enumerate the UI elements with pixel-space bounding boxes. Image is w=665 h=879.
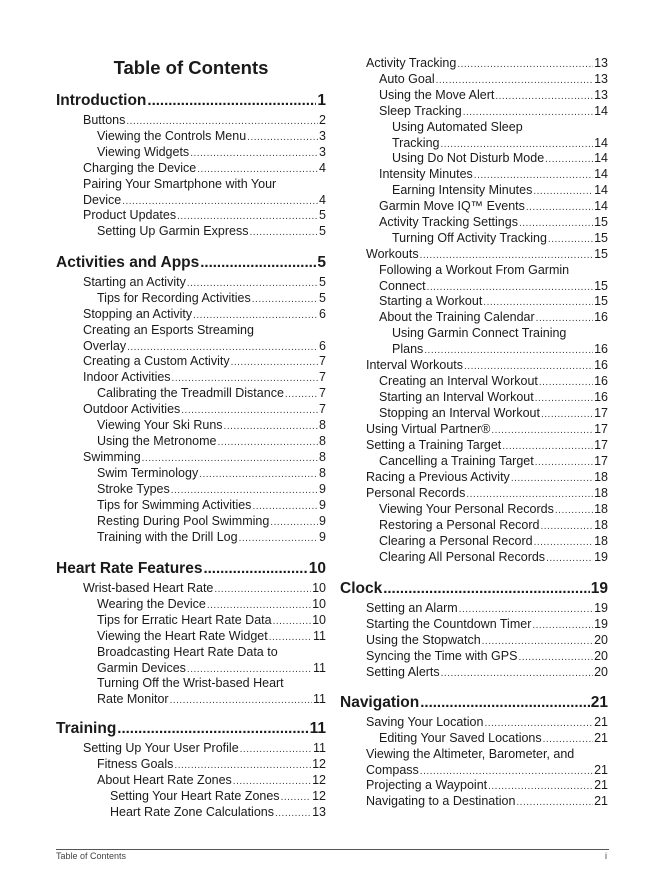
- toc-entry-title: Setting Up Garmin Express: [97, 224, 249, 238]
- toc-dot-leader: [170, 693, 312, 709]
- toc-entry-title: Interval Workouts: [366, 358, 464, 372]
- toc-page-number: 14: [594, 199, 608, 213]
- toc-page-number: 21: [590, 694, 608, 711]
- toc-page-number: 14: [594, 151, 608, 165]
- toc-entry-title: Navigating to a Destination: [366, 794, 516, 808]
- toc-page-number: 13: [312, 805, 326, 819]
- toc-page-number: 9: [319, 530, 326, 544]
- toc-entry-title: Workouts: [366, 247, 419, 261]
- toc-page-number: 5: [319, 208, 326, 222]
- toc-page-number: 20: [594, 649, 608, 663]
- toc-entry-title: Viewing the Controls Menu: [97, 129, 247, 143]
- toc-entry-title: Clock: [340, 580, 383, 597]
- footer-section-label: Table of Contents: [56, 851, 127, 861]
- toc-page-number: 13: [594, 56, 608, 70]
- toc-dot-leader: [203, 559, 307, 579]
- toc-entry-title: Product Updates: [83, 208, 177, 222]
- toc-entry[interactable]: [56, 322, 326, 356]
- toc-entry[interactable]: [56, 176, 326, 210]
- toc-entry-title: Creating an Esports Streaming: [83, 323, 254, 337]
- toc-page-number: 12: [312, 789, 326, 803]
- toc-page-number: 21: [594, 731, 608, 745]
- toc-page-number: 2: [319, 113, 326, 127]
- toc-entry-title: Using the Stopwatch: [366, 633, 481, 647]
- toc-entry-title: Introduction: [56, 92, 147, 109]
- toc-chapter-entry[interactable]: [340, 693, 608, 713]
- toc-page-number: 13: [594, 88, 608, 102]
- toc-entry-title: Swimming: [83, 450, 141, 464]
- toc-chapter-entry[interactable]: [56, 719, 326, 739]
- toc-entry-title: Viewing Your Ski Runs: [97, 418, 223, 432]
- toc-dot-leader: [383, 579, 590, 599]
- toc-entry-title: Starting the Countdown Timer: [366, 617, 532, 631]
- footer-page-number: i: [605, 851, 607, 861]
- toc-entry-title: Outdoor Activities: [83, 402, 181, 416]
- toc-entry-title: Tips for Swimming Activities: [97, 498, 252, 512]
- toc-entry-title: Wrist-based Heart Rate: [83, 581, 214, 595]
- toc-entry-title: Stroke Types: [97, 482, 170, 496]
- toc-entry-title: Restoring a Personal Record: [379, 518, 540, 532]
- toc-dot-leader: [546, 551, 593, 567]
- toc-page-number: 15: [594, 294, 608, 308]
- toc-page-number: 1: [317, 92, 326, 109]
- toc-entry[interactable]: [56, 675, 326, 709]
- toc-page-number: 18: [594, 502, 608, 516]
- toc-page-number: 8: [319, 434, 326, 448]
- toc-entry-title: Creating a Custom Activity: [83, 354, 230, 368]
- toc-entry-title: Pairing Your Smartphone with Your: [83, 177, 277, 191]
- toc-entry-title: Earning Intensity Minutes: [392, 183, 533, 197]
- toc-entry[interactable]: [56, 223, 326, 241]
- toc-dot-leader: [275, 806, 311, 822]
- toc-page-number: 11: [313, 741, 326, 755]
- toc-page-number: 7: [319, 402, 326, 416]
- toc-page-number: 18: [594, 486, 608, 500]
- toc-entry-title: Activities and Apps: [56, 254, 200, 271]
- toc-page-number: 14: [594, 167, 608, 181]
- toc-page-number: 21: [594, 794, 608, 808]
- toc-page-number: 16: [594, 342, 608, 356]
- toc-entry-title: Setting a Training Target: [366, 438, 502, 452]
- toc-entry-title: Starting a Workout: [379, 294, 483, 308]
- toc-entry-title: Viewing the Heart Rate Widget: [97, 629, 268, 643]
- toc-page-number: 5: [317, 254, 326, 271]
- toc-entry-title: Connect: [379, 279, 426, 293]
- toc-page-number: 3: [319, 129, 326, 143]
- toc-entry-title: Activity Tracking: [366, 56, 457, 70]
- toc-page-number: 20: [594, 633, 608, 647]
- toc-page-number: 11: [309, 720, 326, 737]
- toc-entry-title: Using Do Not Disturb Mode: [392, 151, 545, 165]
- toc-entry[interactable]: [340, 119, 608, 153]
- toc-entry-title: Stopping an Activity: [83, 307, 193, 321]
- toc-entry[interactable]: [340, 793, 608, 811]
- toc-entry-title: Racing a Previous Activity: [366, 470, 510, 484]
- toc-page-number: 16: [594, 310, 608, 324]
- toc-page-number: 8: [319, 418, 326, 432]
- toc-page-number: 14: [594, 183, 608, 197]
- toc-page-number: 14: [594, 136, 608, 150]
- toc-entry-title: Cancelling a Training Target: [379, 454, 534, 468]
- toc-page-number: 10: [312, 597, 326, 611]
- toc-entry-title: Personal Records: [366, 486, 466, 500]
- toc-page-number: 8: [319, 450, 326, 464]
- toc-page-number: 6: [319, 307, 326, 321]
- toc-entry-title: Creating an Interval Workout: [379, 374, 538, 388]
- toc-entry-title: Heart Rate Features: [56, 560, 203, 577]
- toc-page-number: 15: [594, 215, 608, 229]
- toc-entry-title: Using the Metronome: [97, 434, 217, 448]
- toc-page-number: 20: [594, 665, 608, 679]
- toc-page-number: 19: [590, 580, 608, 597]
- toc-dot-leader: [239, 531, 318, 547]
- toc-page-number: 21: [594, 763, 608, 777]
- toc-entry[interactable]: [340, 664, 608, 682]
- toc-entry-title: Projecting a Waypoint: [366, 778, 488, 792]
- toc-entry-title: Garmin Devices: [97, 661, 186, 675]
- toc-page-number: 5: [319, 291, 326, 305]
- toc-entry[interactable]: [340, 262, 608, 296]
- toc-entry-title: Starting an Interval Workout: [379, 390, 534, 404]
- toc-page-number: 15: [594, 247, 608, 261]
- toc-chapter-entry[interactable]: [56, 91, 326, 111]
- toc-page-number: 5: [319, 224, 326, 238]
- toc-entry[interactable]: [340, 325, 608, 359]
- toc-page-number: 19: [594, 550, 608, 564]
- toc-dot-leader: [117, 719, 308, 739]
- toc-page-number: 17: [594, 406, 608, 420]
- toc-page-number: 4: [319, 193, 326, 207]
- toc-entry-title: Tips for Erratic Heart Rate Data: [97, 613, 272, 627]
- toc-page-number: 17: [594, 454, 608, 468]
- toc-page-number: 11: [313, 661, 326, 675]
- toc-chapter-entry[interactable]: [56, 559, 326, 579]
- toc-entry-title: About Heart Rate Zones: [97, 773, 232, 787]
- toc-entry-title: Heart Rate Zone Calculations: [110, 805, 274, 819]
- toc-entry-title: Clearing a Personal Record: [379, 534, 533, 548]
- toc-page-number: 7: [319, 386, 326, 400]
- toc-entry-title: Charging the Device: [83, 161, 197, 175]
- toc-entry[interactable]: [56, 529, 326, 547]
- toc-page-number: 17: [594, 422, 608, 436]
- toc-entry-title: Intensity Minutes: [379, 167, 473, 181]
- toc-entry-title: Using Garmin Connect Training: [392, 326, 567, 340]
- toc-page-number: 10: [312, 581, 326, 595]
- toc-entry-title: Tracking: [392, 136, 440, 150]
- toc-entry-title: Using Virtual Partner®: [366, 422, 491, 436]
- toc-page-number: 21: [594, 778, 608, 792]
- toc-entry-title: Setting Alerts: [366, 665, 440, 679]
- toc-entry-title: Plans: [392, 342, 424, 356]
- toc-entry-title: Navigation: [340, 694, 420, 711]
- toc-page-number: 6: [319, 339, 326, 353]
- toc-entry-title: Training with the Drill Log: [97, 530, 238, 544]
- toc-dot-leader: [516, 795, 593, 811]
- toc-entry-title: Using Automated Sleep: [392, 120, 523, 134]
- toc-entry-title: Training: [56, 720, 117, 737]
- toc-page-number: 9: [319, 482, 326, 496]
- toc-entry-title: Calibrating the Treadmill Distance: [97, 386, 284, 400]
- toc-entry-title: Overlay: [83, 339, 127, 353]
- toc-dot-leader: [200, 253, 316, 273]
- toc-page-number: 9: [319, 498, 326, 512]
- toc-entry-title: Viewing the Altimeter, Barometer, and: [366, 747, 575, 761]
- toc-entry[interactable]: [340, 549, 608, 567]
- toc-entry-title: Compass: [366, 763, 419, 777]
- toc-entry-title: Starting an Activity: [83, 275, 186, 289]
- toc-entry-title: Setting an Alarm: [366, 601, 458, 615]
- toc-entry-title: Setting Up Your User Profile: [83, 741, 239, 755]
- toc-page-number: 15: [594, 231, 608, 245]
- toc-entry-title: Buttons: [83, 113, 126, 127]
- toc-page-number: 17: [594, 438, 608, 452]
- toc-entry-title: Setting Your Heart Rate Zones: [110, 789, 280, 803]
- toc-page-number: 10: [308, 560, 326, 577]
- toc-entry-title: Fitness Goals: [97, 757, 174, 771]
- toc-page-number: 16: [594, 390, 608, 404]
- toc-entry-title: Clearing All Personal Records: [379, 550, 546, 564]
- toc-page-number: 11: [313, 692, 326, 706]
- toc-page-number: 15: [594, 279, 608, 293]
- toc-page-number: 7: [319, 354, 326, 368]
- toc-page-number: 4: [319, 161, 326, 175]
- toc-page-number: 10: [312, 613, 326, 627]
- toc-page-number: 11: [313, 629, 326, 643]
- toc-page-number: 13: [594, 72, 608, 86]
- toc-page-number: 18: [594, 534, 608, 548]
- toc-entry-title: Indoor Activities: [83, 370, 171, 384]
- toc-chapter-entry[interactable]: [340, 579, 608, 599]
- toc-entry-title: Wearing the Device: [97, 597, 206, 611]
- toc-page-number: 8: [319, 466, 326, 480]
- toc-entry-title: Saving Your Location: [366, 715, 484, 729]
- toc-entry-title: Auto Goal: [379, 72, 435, 86]
- toc-dot-leader: [441, 666, 593, 682]
- toc-page-number: 3: [319, 145, 326, 159]
- toc-page-number: 21: [594, 715, 608, 729]
- toc-entry-title: Broadcasting Heart Rate Data to: [97, 645, 278, 659]
- toc-page-number: 14: [594, 104, 608, 118]
- toc-entry[interactable]: [340, 746, 608, 780]
- toc-page-number: 19: [594, 617, 608, 631]
- toc-page-number: 12: [312, 773, 326, 787]
- toc-page-number: 18: [594, 518, 608, 532]
- toc-page-number: 7: [319, 370, 326, 384]
- toc-page-number: 18: [594, 470, 608, 484]
- toc-entry-title: Resting During Pool Swimming: [97, 514, 270, 528]
- toc-entry-title: Following a Workout From Garmin: [379, 263, 570, 277]
- toc-page-number: 5: [319, 275, 326, 289]
- toc-entry-title: Turning Off Activity Tracking: [392, 231, 547, 245]
- toc-entry[interactable]: [56, 644, 326, 678]
- toc-page-number: 16: [594, 374, 608, 388]
- toc-entry-title: Using the Move Alert: [379, 88, 495, 102]
- footer-divider: [56, 849, 609, 850]
- page-title: Table of Contents: [113, 57, 269, 78]
- toc-page-number: 9: [319, 514, 326, 528]
- toc-dot-leader: [249, 225, 318, 241]
- toc-entry-title: Device: [83, 193, 122, 207]
- toc-page-number: 12: [312, 757, 326, 771]
- toc-dot-leader: [147, 91, 316, 111]
- toc-entry-title: About the Training Calendar: [379, 310, 535, 324]
- toc-entry-title: Turning Off the Wrist-based Heart: [97, 676, 284, 690]
- toc-entry-title: Viewing Widgets: [97, 145, 190, 159]
- toc-page-number: 19: [594, 601, 608, 615]
- toc-entry-title: Syncing the Time with GPS: [366, 649, 518, 663]
- toc-chapter-entry[interactable]: [56, 253, 326, 273]
- toc-entry-title: Viewing Your Personal Records: [379, 502, 554, 516]
- toc-page-number: 16: [594, 358, 608, 372]
- toc-entry-title: Rate Monitor: [97, 692, 169, 706]
- toc-entry-title: Stopping an Interval Workout: [379, 406, 540, 420]
- toc-entry-title: Swim Terminology: [97, 466, 199, 480]
- toc-entry-title: Tips for Recording Activities: [97, 291, 251, 305]
- toc-entry-title: Sleep Tracking: [379, 104, 462, 118]
- toc-dot-leader: [420, 693, 590, 713]
- toc-entry[interactable]: [56, 804, 326, 822]
- toc-entry-title: Activity Tracking Settings: [379, 215, 518, 229]
- toc-entry-title: Garmin Move IQ™ Events: [379, 199, 525, 213]
- toc-entry-title: Editing Your Saved Locations: [379, 731, 542, 745]
